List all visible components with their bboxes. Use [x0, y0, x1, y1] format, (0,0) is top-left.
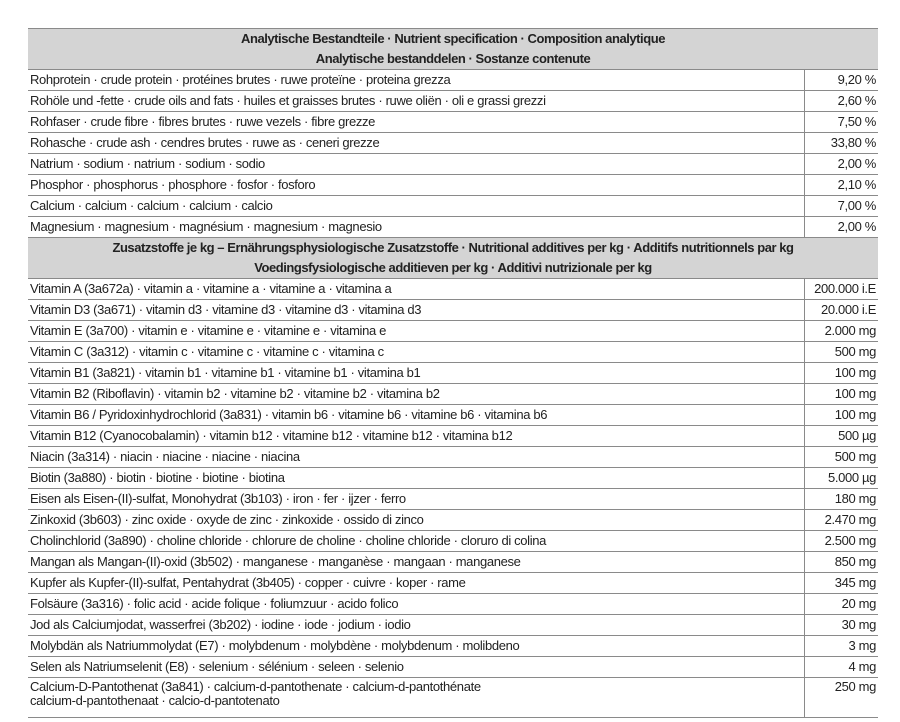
table-row: [28, 133, 878, 154]
nutrient-name: Magnesium · magnesium · magnésium · magnesium · magnesio: [28, 217, 804, 238]
nutrient-value: 33,80 %: [804, 133, 878, 154]
table-row: [28, 175, 878, 196]
table-row: [28, 636, 878, 657]
table-row: [28, 196, 878, 217]
nutrient-name: [28, 678, 804, 718]
nutrient-value: 2,00 %: [804, 154, 878, 175]
nutrient-name: Vitamin D3 (3a671) · vitamin d3 · vitamine d3 · vitamine d3 · vitamina d3: [28, 300, 804, 321]
additives-header-line1: Zusatzstoffe je kg – Ernährungsphysiologische Zusatzstoffe · Nutritional additives per kg · Additifs nutritionnels par kg: [112, 240, 794, 255]
table-row: [28, 112, 878, 133]
nutrient-value: 2,00 %: [804, 217, 878, 238]
nutrient-value: 850 mg: [804, 552, 878, 573]
nutrient-value: 7,00 %: [804, 196, 878, 217]
table-row: [28, 405, 878, 426]
nutrient-name: Vitamin B1 (3a821) · vitamin b1 · vitamine b1 · vitamine b1 · vitamina b1: [28, 363, 804, 384]
nutrient-name: Cholinchlorid (3a890) · choline chloride · chlorure de choline · choline chloride · cloruro di colina: [28, 531, 804, 552]
nutrient-name-line1: Calcium-D-Pantothenat (3a841) · calcium-d-pantothenate · calcium-d-pantothénate: [30, 679, 481, 694]
table-row: [28, 363, 878, 384]
table-row: [28, 594, 878, 615]
nutrient-value: 2.000 mg: [804, 321, 878, 342]
nutrient-value: 30 mg: [804, 615, 878, 636]
nutrient-name: Vitamin E (3a700) · vitamin e · vitamine e · vitamine e · vitamina e: [28, 321, 804, 342]
nutrient-name: Folsäure (3a316) · folic acid · acide folique · foliumzuur · acido folico: [28, 594, 804, 615]
nutrient-name: Calcium · calcium · calcium · calcium · calcio: [28, 196, 804, 217]
table-row: [28, 217, 878, 238]
nutrient-name: Jod als Calciumjodat, wasserfrei (3b202) · iodine · iode · jodium · iodio: [28, 615, 804, 636]
nutrient-value: 200.000 i.E: [804, 279, 878, 300]
additives-header-line2: Voedingsfysiologische additieven per kg · Additivi nutrizionale per kg: [254, 260, 652, 275]
table-row: [28, 70, 878, 91]
table-row: [28, 279, 878, 300]
table-row: [28, 447, 878, 468]
nutrient-value: 2.500 mg: [804, 531, 878, 552]
nutrient-value: 20 mg: [804, 594, 878, 615]
table-row: [28, 154, 878, 175]
nutrient-name: Mangan als Mangan-(II)-oxid (3b502) · manganese · manganèse · mangaan · manganese: [28, 552, 804, 573]
nutrient-value: 2,60 %: [804, 91, 878, 112]
table-row: [28, 468, 878, 489]
nutrient-name: Vitamin B2 (Riboflavin) · vitamin b2 · vitamine b2 · vitamine b2 · vitamina b2: [28, 384, 804, 405]
nutrient-name: Rohöle und -fette · crude oils and fats · huiles et graisses brutes · ruwe oliën · oli e grassi grezzi: [28, 91, 804, 112]
nutrient-name: Kupfer als Kupfer-(II)-sulfat, Pentahydrat (3b405) · copper · cuivre · koper · rame: [28, 573, 804, 594]
nutrient-value: 3 mg: [804, 636, 878, 657]
nutrient-table: [28, 28, 878, 718]
nutrient-value: 100 mg: [804, 384, 878, 405]
table-row: [28, 615, 878, 636]
analytic-header: [28, 29, 878, 70]
analytic-header-line2: Analytische bestanddelen · Sostanze contenute: [315, 51, 591, 66]
nutrient-name: Phosphor · phosphorus · phosphore · fosfor · fosforo: [28, 175, 804, 196]
nutrient-name: Vitamin C (3a312) · vitamin c · vitamine c · vitamine c · vitamina c: [28, 342, 804, 363]
nutrient-value: 500 mg: [804, 342, 878, 363]
nutrient-name: Vitamin B12 (Cyanocobalamin) · vitamin b12 · vitamine b12 · vitamine b12 · vitamina b12: [28, 426, 804, 447]
nutrient-name: Rohasche · crude ash · cendres brutes · ruwe as · ceneri grezze: [28, 133, 804, 154]
nutrient-value: 2.470 mg: [804, 510, 878, 531]
table-row: [28, 321, 878, 342]
nutrient-name: Natrium · sodium · natrium · sodium · sodio: [28, 154, 804, 175]
table-row: [28, 91, 878, 112]
table-row: [28, 552, 878, 573]
nutrient-name: Vitamin B6 / Pyridoxinhydrochlorid (3a831) · vitamin b6 · vitamine b6 · vitamine b6 · vitamina b6: [28, 405, 804, 426]
nutrient-name: Biotin (3a880) · biotin · biotine · biotine · biotina: [28, 468, 804, 489]
nutrient-value: 9,20 %: [804, 70, 878, 91]
nutrient-value: 345 mg: [804, 573, 878, 594]
nutrient-value: 100 mg: [804, 405, 878, 426]
table-row: [28, 678, 878, 718]
nutrient-value: 7,50 %: [804, 112, 878, 133]
nutrient-value: 500 µg: [804, 426, 878, 447]
nutrient-value: 20.000 i.E: [804, 300, 878, 321]
table-row: [28, 426, 878, 447]
nutrient-name-line2: calcium-d-pantothenaat · calcio-d-pantotenato: [30, 693, 280, 708]
nutrient-specification-sheet: [28, 28, 878, 718]
table-row: [28, 657, 878, 678]
nutrient-name: Molybdän als Natriummolydat (E7) · molybdenum · molybdène · molybdenum · molibdeno: [28, 636, 804, 657]
nutrient-value: 5.000 µg: [804, 468, 878, 489]
nutrient-name: Rohfaser · crude fibre · fibres brutes · ruwe vezels · fibre grezze: [28, 112, 804, 133]
nutrient-name: Vitamin A (3a672a) · vitamin a · vitamine a · vitamine a · vitamina a: [28, 279, 804, 300]
analytic-header-line1: Analytische Bestandteile · Nutrient specification · Composition analytique: [241, 31, 665, 46]
nutrient-name: Selen als Natriumselenit (E8) · selenium · sélénium · seleen · selenio: [28, 657, 804, 678]
nutrient-name: Niacin (3a314) · niacin · niacine · niacine · niacina: [28, 447, 804, 468]
table-row: [28, 300, 878, 321]
nutrient-value: 100 mg: [804, 363, 878, 384]
table-row: [28, 573, 878, 594]
nutrient-value: 4 mg: [804, 657, 878, 678]
nutrient-name: Zinkoxid (3b603) · zinc oxide · oxyde de zinc · zinkoxide · ossido di zinco: [28, 510, 804, 531]
nutrient-value: 2,10 %: [804, 175, 878, 196]
table-row: [28, 342, 878, 363]
table-row: [28, 510, 878, 531]
nutrient-value: 250 mg: [804, 678, 878, 718]
nutrient-value: 180 mg: [804, 489, 878, 510]
table-row: [28, 531, 878, 552]
nutrient-value: 500 mg: [804, 447, 878, 468]
nutrient-name: Rohprotein · crude protein · protéines brutes · ruwe proteïne · proteina grezza: [28, 70, 804, 91]
table-row: [28, 489, 878, 510]
additives-header: [28, 238, 878, 279]
nutrient-name: Eisen als Eisen-(II)-sulfat, Monohydrat (3b103) · iron · fer · ijzer · ferro: [28, 489, 804, 510]
table-row: [28, 384, 878, 405]
